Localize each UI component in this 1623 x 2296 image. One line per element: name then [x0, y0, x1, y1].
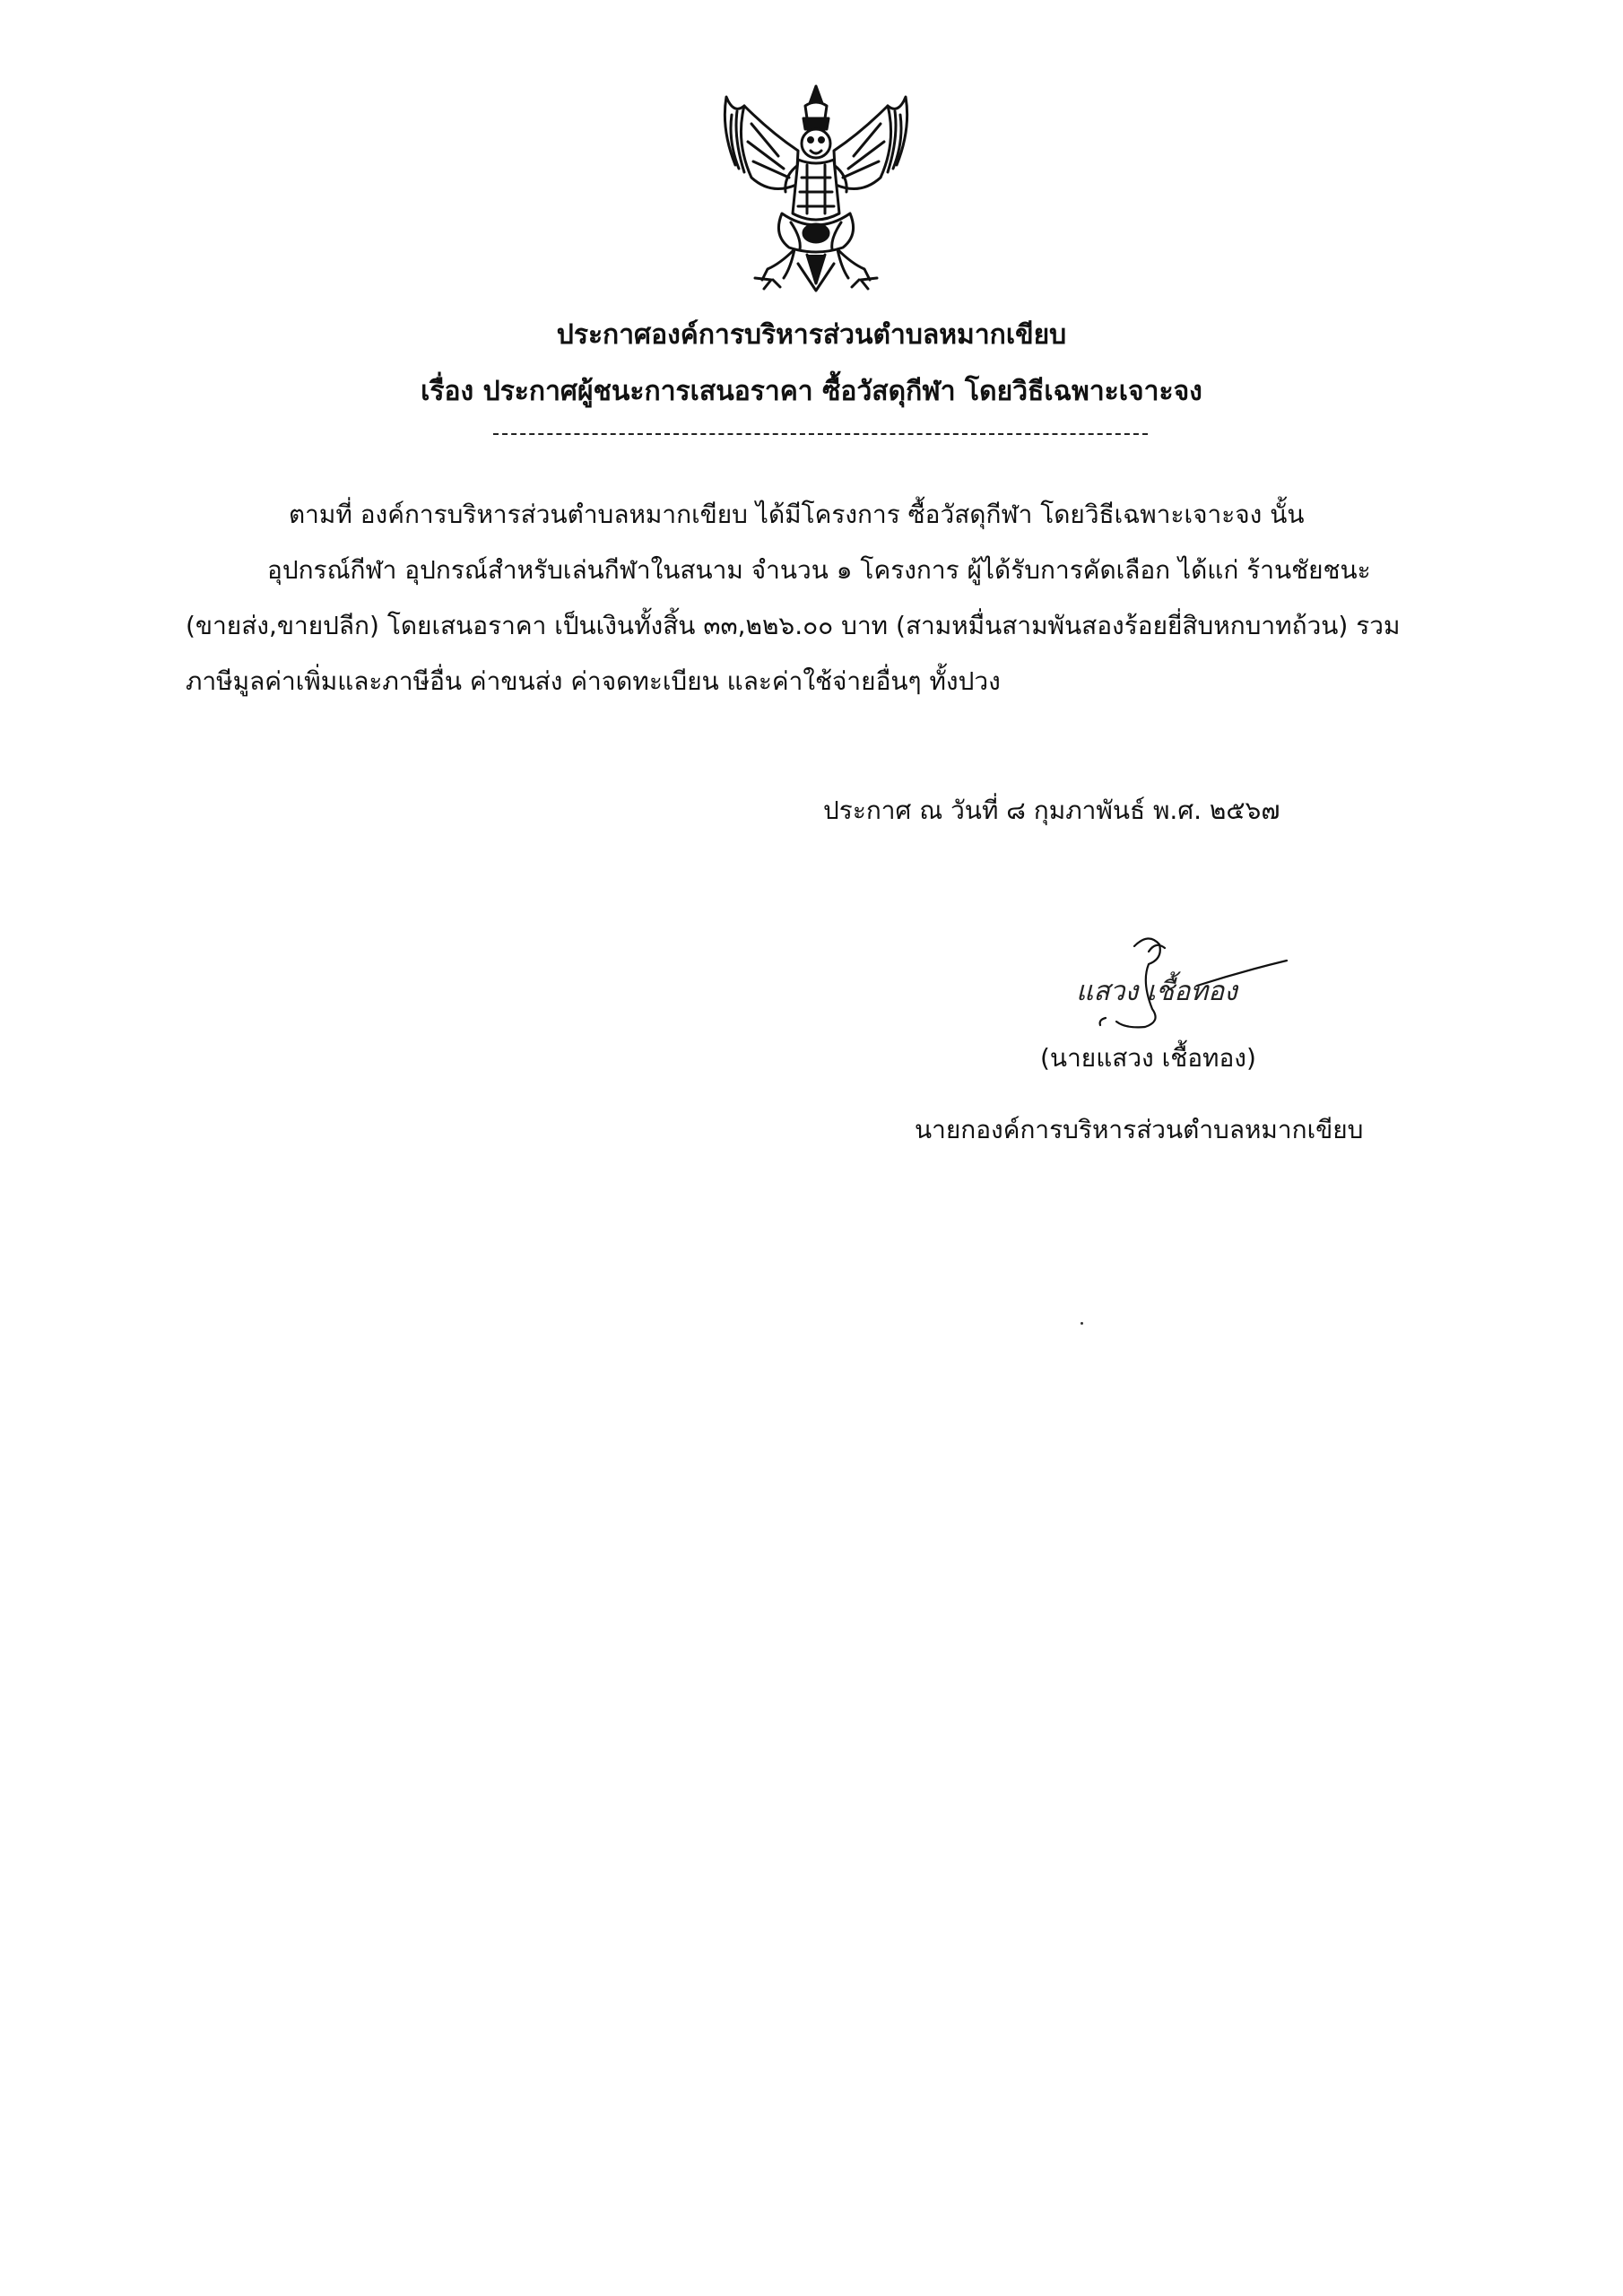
body-paragraph-line-3: (ขายส่ง,ขายปลีก) โดยเสนอราคา เป็นเงินทั้งสิ้น ๓๓,๒๒๖.๐๐ บาท (สามหมื่นสามพันสองร้อยยี่สิบหกบาทถ้วน) รวม [186, 611, 1401, 640]
signer-name: (นายแสวง เชื้อทอง) [1040, 1043, 1256, 1073]
body-paragraph-line-2: อุปกรณ์กีฬา อุปกรณ์สำหรับเล่นกีฬาในสนาม จำนวน ๑ โครงการ ผู้ได้รับการคัดเลือก ได้แก่ ร้านชัยชนะ [267, 555, 1371, 585]
handwritten-signature: แสวง เชื้อทอง [1076, 976, 1237, 1007]
announcement-subject: เรื่อง ประกาศผู้ชนะการเสนอราคา ซื้อวัสดุกีฬา โดยวิธีเฉพาะเจาะจง [421, 376, 1202, 407]
announcement-title: ประกาศองค์การบริหารส่วนตำบลหมากเขียบ [556, 319, 1067, 351]
scan-speck [1081, 1322, 1083, 1325]
dashed-divider [493, 433, 1148, 435]
garuda-emblem-icon [708, 79, 924, 294]
body-paragraph-line-1: ตามที่ องค์การบริหารส่วนตำบลหมากเขียบ ได้มีโครงการ ซื้อวัสดุกีฬา โดยวิธีเฉพาะเจาะจง นั้น [289, 500, 1305, 529]
body-paragraph-line-4: ภาษีมูลค่าเพิ่มและภาษีอื่น ค่าขนส่ง ค่าจดทะเบียน และค่าใช้จ่ายอื่นๆ ทั้งปวง [186, 666, 1001, 696]
signer-position: นายกองค์การบริหารส่วนตำบลหมากเขียบ [915, 1115, 1364, 1144]
announcement-date: ประกาศ ณ วันที่ ๘ กุมภาพันธ์ พ.ศ. ๒๕๖๗ [823, 796, 1280, 825]
